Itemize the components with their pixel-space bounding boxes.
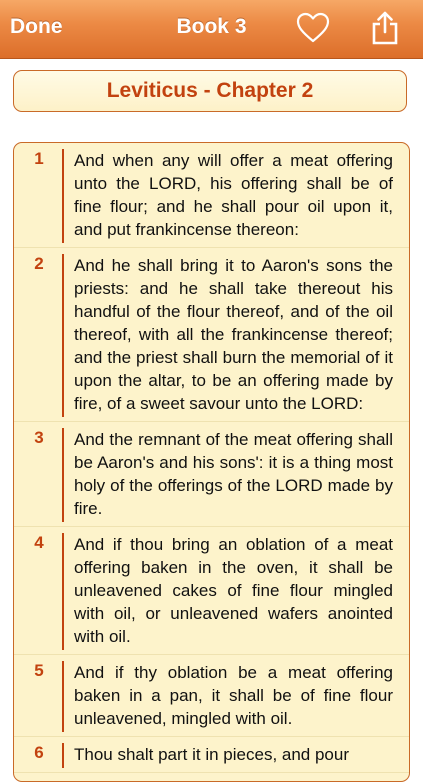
verse-text: And when any will offer a meat offering unto the LORD, his offering shall be of fine flour; and he shall pour oil upon it, and put frankincense thereon: — [74, 151, 393, 239]
verse-number: 4 — [34, 533, 44, 552]
verse-item[interactable] — [14, 655, 409, 737]
nav-title: Book 3 — [176, 15, 247, 38]
verse-text: And if thou bring an oblation of a meat offering baken in the oven, it shall be unleavened cakes of fine flour mingled with oil, or unleavened wafers anointed with oil. — [74, 535, 393, 646]
done-button[interactable]: Done — [10, 15, 63, 38]
verse-divider — [62, 661, 64, 732]
verse-item[interactable] — [14, 737, 409, 773]
share-icon-svg — [370, 10, 400, 46]
verse-number: 1 — [34, 149, 44, 168]
verse-text: And he shall bring it to Aaron's sons the priests: and he shall take thereout his handful of the flour thereof, and of the oil thereof, with all the frankincense thereof; and the priest shall burn the memorial of it upon the altar, to be an offering made by fire, of a sweet savour unto the LORD: — [74, 256, 393, 413]
verse-text: And the remnant of the meat offering shall be Aaron's and his sons': it is a thing most holy of the offerings of the LORD made by fire. — [74, 430, 393, 518]
heart-outline-icon[interactable] — [296, 11, 330, 45]
verse-item[interactable] — [14, 422, 409, 527]
verse-divider — [62, 254, 64, 417]
verse-number: 5 — [34, 661, 44, 680]
verse-divider — [62, 428, 64, 522]
verse-item[interactable] — [14, 527, 409, 655]
verse-divider — [62, 149, 64, 243]
verse-divider — [62, 743, 64, 768]
verses-list[interactable] — [13, 142, 410, 782]
share-icon[interactable] — [370, 10, 400, 46]
chapter-title: Leviticus - Chapter 2 — [106, 79, 314, 102]
verse-number: 3 — [34, 428, 44, 447]
heart-outline-icon-svg — [296, 11, 330, 45]
chapter-header — [13, 70, 407, 112]
verse-item[interactable] — [14, 143, 409, 248]
verse-text: And if thy oblation be a meat offering baken in a pan, it shall be of fine flour unleavened, mingled with oil. — [74, 663, 393, 728]
verse-number: 6 — [34, 743, 44, 762]
verse-number: 2 — [34, 254, 44, 273]
verse-item[interactable] — [14, 248, 409, 422]
verse-text: Thou shalt part it in pieces, and pour — [74, 745, 349, 764]
verse-divider — [62, 533, 64, 650]
nav-bar — [0, 0, 423, 59]
